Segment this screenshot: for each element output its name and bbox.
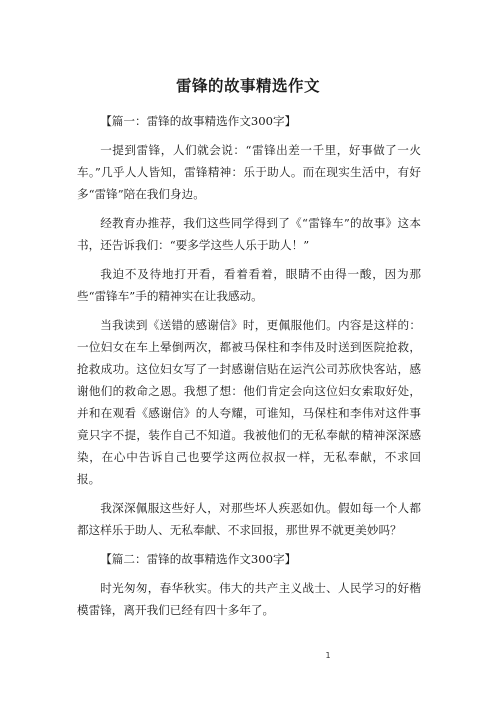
section-heading-2: 【篇二：雷锋的故事精选作文300字】 [100, 552, 297, 566]
paragraph: 经教育办推荐，我们这些同学得到了《“雷锋车”的故事》这本书，还告诉我们：“要多学这些人乐于助人！” [77, 216, 421, 252]
paragraph: 一提到雷锋，人们就会说：“雷锋出差一千里，好事做了一火车。”几乎人人皆知，雷锋精神：乐于助人。而在现实生活中，有好多“雷锋”陪在我们身边。 [77, 143, 421, 201]
paragraph: 我深深佩服这些好人，对那些坏人疾恶如仇。假如每一个人都都这样乐于助人、无私奉献、不求回报，那世界不就更美妙吗？ [77, 501, 421, 537]
document-title: 雷锋的故事精选作文 [175, 77, 320, 95]
page-number: 1 [325, 651, 331, 660]
paragraph: 我迫不及待地打开看，看着看着，眼睛不由得一酸，因为那些“雷锋车”手的精神实在让我感动。 [77, 267, 421, 303]
paragraph: 当我读到《送错的感谢信》时，更佩服他们。内容是这样的：一位妇女在车上晕倒两次，都被马保柱和李伟及时送到医院抢救，抢救成功。这位妇女写了一封感谢信贴在运汽公司苏欣快客站，感谢他们的救命之恩。我想了想：他们肯定会向这位妇女索取好处，并和在观看《感谢信》的人夸耀，可谁知，马保柱和李伟对这件事竟只字不提，装作自己不知道。我被他们的无私奉献的精神深深感染，在心中告诉自己也要学这两位叔叔一样，无私奉献，不求回报。 [77, 318, 421, 486]
section-heading-1: 【篇一：雷锋的故事精选作文300字】 [100, 114, 297, 128]
document-body [77, 110, 421, 628]
paragraph: 时光匆匆，春华秋实。伟大的共产主义战士、人民学习的好楷模雷锋，离开我们已经有四十多年了。 [77, 581, 421, 617]
